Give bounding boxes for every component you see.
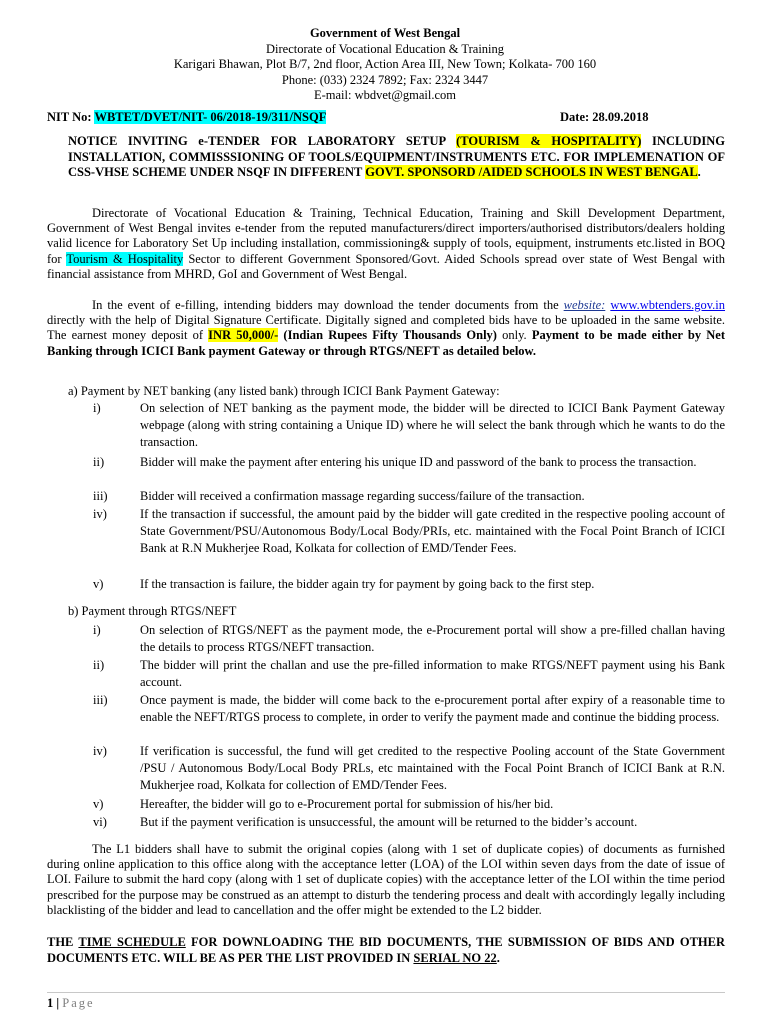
serial-reference: SERIAL NO 22: [413, 951, 497, 965]
item-text: On selection of NET banking as the payment mode, the bidder will be directed to ICICI Bank Payment Gateway webpage (along with string containing a Unique ID) where he will select the bank through which he wants to do the transaction.: [140, 401, 725, 449]
item-number: vi): [93, 815, 107, 829]
note-text: FOR DOWNLOADING THE BID DOCUMENTS, THE SUBMISSION OF BIDS AND OTHER DOCUMENTS ETC. WILL BE AS PER THE LIST PROVIDED IN: [47, 935, 725, 965]
nit-date: Date: 28.09.2018: [560, 110, 649, 124]
notice-title: [68, 134, 725, 181]
item-number: v): [93, 797, 104, 811]
item-text: If the transaction if successful, the amount paid by the bidder will gate credited in the respective pooling account of State Government/PSU/Autonomous Body/Local Body/PRIs, etc. maintained with the Focal Point Branch of ICICI Bank at R.N Mukherjee Road, Kolkata for collection of EMD/Tender Fees.: [140, 507, 725, 555]
emd-amount: INR 50,000/-: [208, 328, 279, 343]
item-text: Once payment is made, the bidder will come back to the e-procurement portal after expiry of a reasonable time to enable the NEFT/RTGS process to complete, in order to verify the payment made and continue the bidding process.: [140, 693, 725, 724]
time-schedule-label: TIME SCHEDULE: [78, 935, 186, 949]
efiling-text: directly with the help of Digital Signature Certificate. Digitally signed and completed bids have to be uploaded in the same website. The earnest money deposit of: [47, 313, 725, 343]
item-text: If verification is successful, the fund will get credited to the respective Pooling account of the State Government /PSU / Autonomous Body/Local Body PRLs, etc maintained with the Focal Point Branch of ICICI Bank at R.N. Mukherjee road, Kolkata for collection of EMD/Tender Fees.: [140, 744, 725, 792]
title-part: NOTICE INVITING e-TENDER FOR LABORATORY SETUP: [68, 134, 457, 148]
item-text: The bidder will print the challan and use the pre-filled information to make RTGS/NEFT payment using his Bank account.: [140, 658, 725, 689]
footer-separator: |: [56, 996, 60, 1010]
item-text: But if the payment verification is unsuccessful, the amount will be returned to the bidder’s account.: [140, 815, 638, 829]
letterhead: [0, 26, 770, 104]
website-label: website:: [563, 298, 606, 312]
item-number: i): [93, 623, 101, 637]
emd-words: (Indian Rupees Fifty Thousands Only): [278, 328, 497, 343]
intro-paragraph: [47, 206, 725, 282]
section-b-heading: b) Payment through RTGS/NEFT: [68, 604, 237, 618]
item-number: iv): [93, 507, 107, 521]
item-text: Bidder will make the payment after entering his unique ID and password of the bank to process the transaction.: [140, 455, 697, 469]
intro-text: Sector to different Government Sponsored/Govt. Aided Schools spread over state of West Bengal with financial assistance from MHRD, GoI and Government of West Bengal.: [47, 251, 725, 281]
page-number: 1: [47, 996, 54, 1010]
l1-text: The L1 bidders shall have to submit the original copies (along with 1 set of duplicate copies) of documents as furnished during online application to this office along with the acceptance letter (LOA) of the LOI within seven days from the date of issue of LOI. Failure to submit the hard copy (along with 1 set of duplicate copies) with the acceptance letter of the LOI within the time period prescribed for the purpose may be construed as an attempt to disturb the tendering process and dealt with accordingly legally including blacklisting of the bidder and lead to cancellation and the offer might be extended to the L2 bidder.: [47, 842, 725, 917]
title-part: INCLUDING INSTALLATION, COMMISSSIONING OF TOOLS/EQUIPMENT/INSTRUMENTS ETC. FOR IMPLEMENATION OF CSS-VHSE SCHEME UNDER NSQF IN DIFFERENT: [68, 134, 725, 180]
item-number: iii): [93, 693, 108, 707]
item-text: Bidder will received a confirmation massage regarding success/failure of the transaction.: [140, 489, 585, 503]
phone-fax: Phone: (033) 2324 7892; Fax: 2324 3447: [281, 72, 489, 87]
payment-method-note: Payment to be made either by Net Banking through ICICI Bank payment Gateway or through RTGS/NEFT as detailed below.: [47, 328, 725, 358]
l1-paragraph: [47, 842, 725, 918]
item-number: iv): [93, 744, 107, 758]
page-label: Page: [62, 996, 95, 1010]
time-schedule-note: [47, 934, 725, 966]
note-text: .: [496, 951, 500, 965]
title-highlight-schools: GOVT. SPONSORD /AIDED SCHOOLS IN WEST BENGAL: [365, 165, 698, 180]
page-footer: [47, 996, 95, 1011]
nit-number: WBTET/DVET/NIT- 06/2018-19/311/NSQF: [94, 110, 327, 124]
item-number: i): [93, 401, 101, 415]
item-text: On selection of RTGS/NEFT as the payment mode, the e-Procurement portal will show a pre-filled challan having the details to process RTGS/NEFT transaction.: [140, 623, 725, 654]
item-number: iii): [93, 489, 108, 503]
footer-divider: [47, 992, 725, 993]
wbtenders-link[interactable]: www.wbtenders.gov.in: [610, 298, 726, 312]
note-text: THE: [47, 935, 79, 949]
govt-name: Government of West Bengal: [309, 26, 461, 40]
item-text: If the transaction is failure, the bidder again try for payment by going back to the first step.: [140, 577, 595, 591]
item-number: ii): [93, 658, 105, 672]
nit-line: [47, 110, 727, 125]
efiling-paragraph: [47, 298, 725, 359]
sector-highlight: Tourism & Hospitality: [66, 251, 184, 266]
item-number: ii): [93, 455, 105, 469]
item-number: v): [93, 577, 104, 591]
intro-text: Directorate of Vocational Education & Training, Technical Education, Training and Skill Development Department, Government of West Bengal invites e-tender from the reputed manufacturers/direct importers/authorised distributors/dealers holding valid licence for Laboratory Set Up including installation, commissioning& supply of tools, equipment, instruments etc.listed in BOQ for: [47, 206, 725, 266]
section-a-heading: a) Payment by NET banking (any listed bank) through ICICI Bank Payment Gateway:: [68, 384, 500, 398]
item-text: Hereafter, the bidder will go to e-Procurement portal for submission of his/her bid.: [140, 797, 554, 811]
directorate-name: Directorate of Vocational Education & Training: [265, 41, 505, 56]
email: E-mail: wbdvet@gmail.com: [313, 88, 457, 103]
title-highlight-sector: (TOURISM & HOSPITALITY): [456, 134, 642, 148]
address: Karigari Bhawan, Plot B/7, 2nd floor, Action Area III, New Town; Kolkata- 700 160: [173, 57, 597, 72]
efiling-text: In the event of e-filling, intending bidders may download the tender documents from the: [92, 298, 564, 312]
nit-label: NIT No:: [47, 110, 95, 124]
title-part: .: [697, 165, 701, 180]
efiling-text: only.: [496, 328, 532, 343]
